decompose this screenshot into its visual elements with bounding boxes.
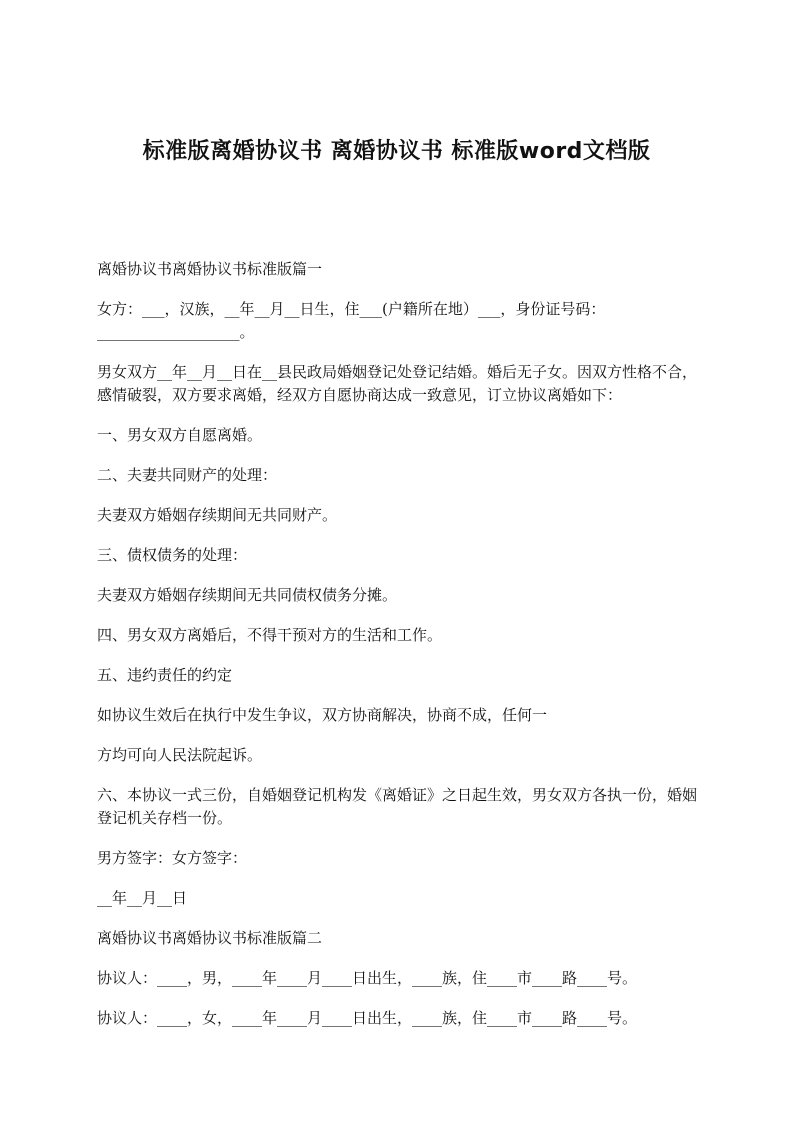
party-female-info: 协议人：____，女，____年____月____日出生，____族，住____市____路____号。 [97, 1009, 638, 1027]
section-heading-1: 离婚协议书离婚协议书标准版篇一 [97, 260, 323, 278]
document-body [97, 258, 697, 1047]
clause-2-heading: 二、夫妻共同财产的处理： [97, 466, 278, 484]
clause-5-body-line-1: 如协议生效后在执行中发生争议，双方协商解决，协商不成，任何一 [97, 706, 548, 724]
clause-1: 一、男女双方自愿离婚。 [97, 426, 263, 444]
clause-4: 四、男女双方离婚后，不得干预对方的生活和工作。 [97, 626, 443, 644]
female-party-info: 女方：___，汉族，__年__月__日生，住___(户籍所在地）___，身份证号码：___________________。 [97, 300, 606, 341]
clause-3-body: 夫妻双方婚姻存续期间无共同债权债务分摊。 [97, 586, 398, 604]
clause-2-body: 夫妻双方婚姻存续期间无共同财产。 [97, 506, 338, 524]
clause-5-heading: 五、违约责任的约定 [97, 666, 233, 684]
clause-3-heading: 三、债权债务的处理： [97, 546, 248, 564]
date-line: __年__月__日 [97, 889, 188, 907]
party-male-info: 协议人：____，男，____年____月____日出生，____族，住____市____路____号。 [97, 969, 638, 987]
clause-6: 六、本协议一式三份，自婚姻登记机构发《离婚证》之日起生效，男女双方各执一份，婚姻登记机关存档一份。 [97, 786, 698, 827]
document-title: 标准版离婚协议书 离婚协议书 标准版word文档版 [142, 139, 651, 164]
clause-5-body-line-2: 方均可向人民法院起诉。 [97, 746, 263, 764]
signature-line: 男方签字：女方签字： [97, 849, 248, 867]
section-heading-2: 离婚协议书离婚协议书标准版篇二 [97, 929, 323, 947]
marriage-statement: 男女双方__年__月__日在__县民政局婚姻登记处登记结婚。婚后无子女。因双方性格不合，感情破裂，双方要求离婚，经双方自愿协商达成一致意见，订立协议离婚如下： [97, 363, 698, 404]
